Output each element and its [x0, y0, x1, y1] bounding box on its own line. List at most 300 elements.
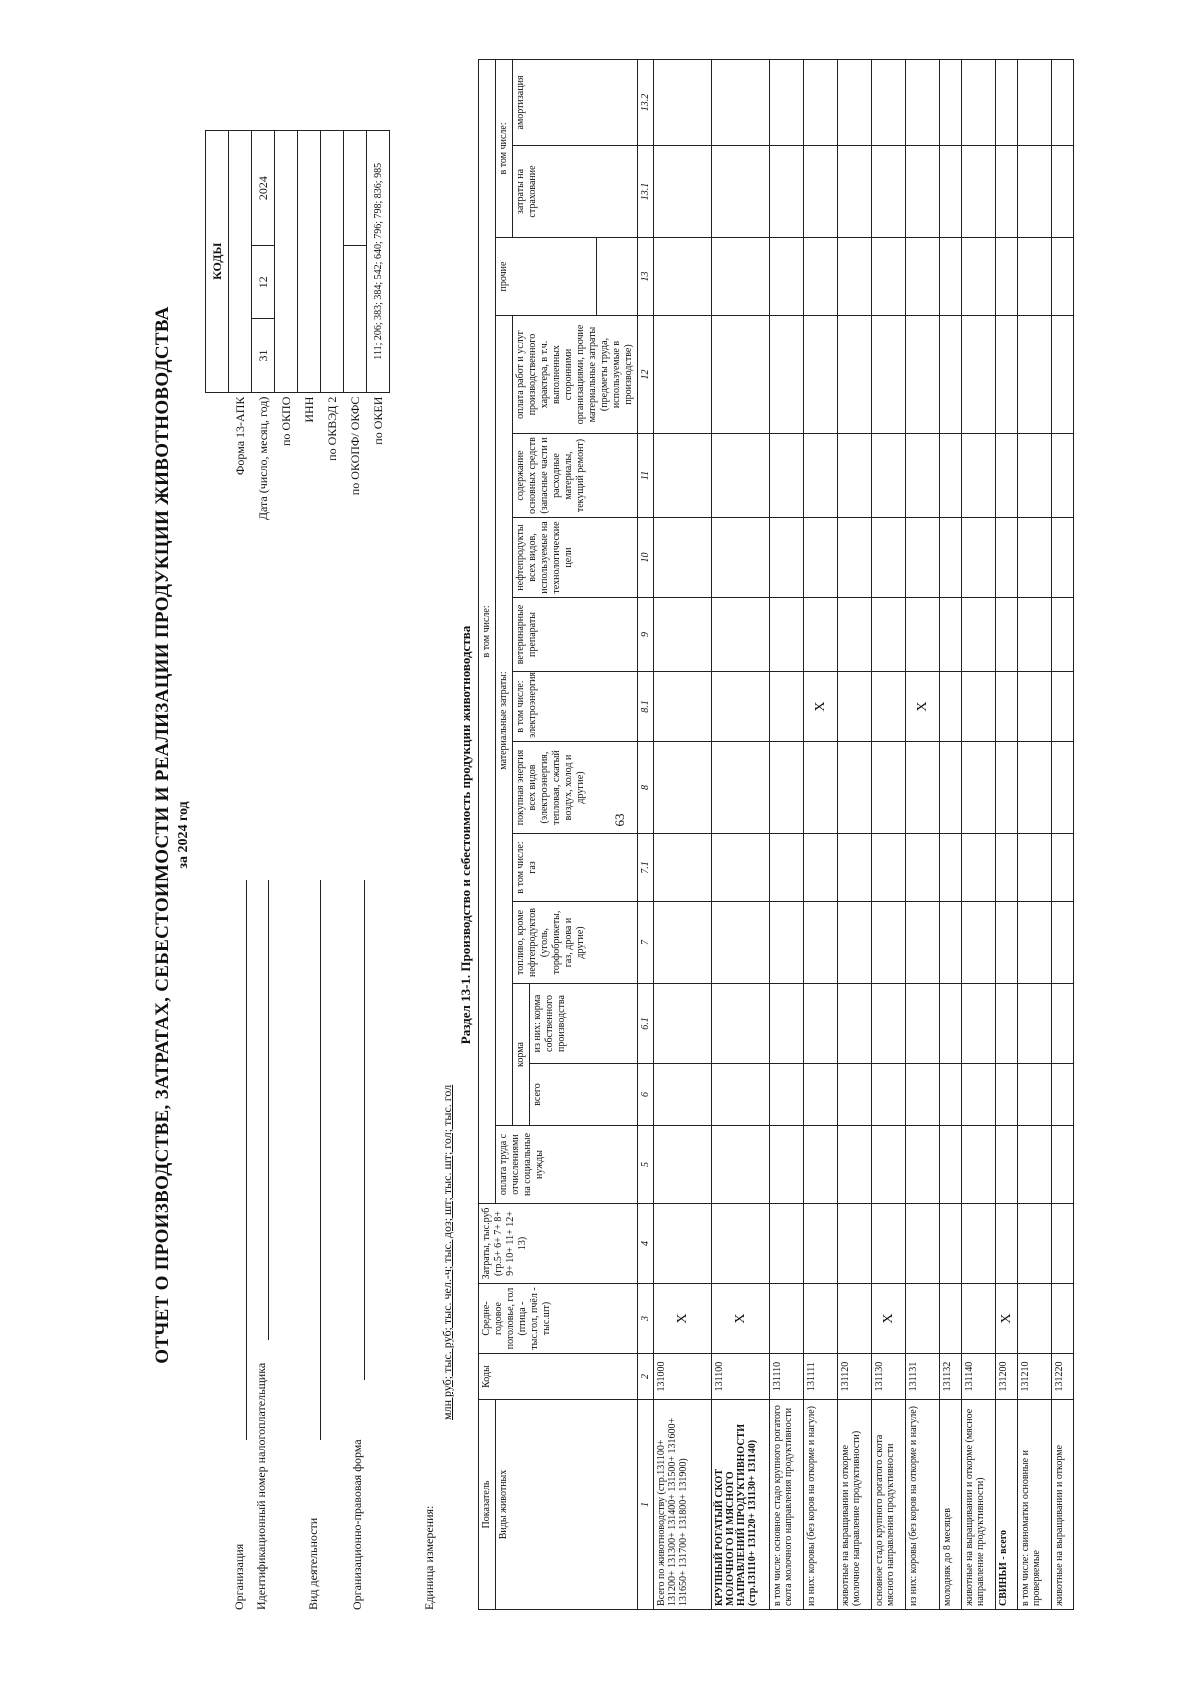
- column-number: 6: [638, 1064, 654, 1126]
- value-cell[interactable]: [940, 518, 962, 598]
- value-cell[interactable]: [872, 316, 906, 434]
- row-code: 131210: [1018, 1354, 1052, 1400]
- row-label: молодняк до 8 месяцев: [940, 1400, 962, 1610]
- form-code-cell[interactable]: [229, 131, 252, 393]
- value-cell[interactable]: [996, 146, 1018, 238]
- okfs-cell[interactable]: [344, 131, 367, 246]
- column-number: 2: [638, 1354, 654, 1400]
- value-cell[interactable]: [1052, 672, 1074, 742]
- value-cell[interactable]: [654, 742, 712, 834]
- value-cell[interactable]: [770, 834, 804, 902]
- value-cell[interactable]: [712, 518, 770, 598]
- units-label: Единица измерения:: [422, 1505, 436, 1610]
- report-title: ОТЧЕТ О ПРОИЗВОДСТВЕ, ЗАТРАТАХ, СЕБЕСТОИМОСТИ И РЕАЛИЗАЦИИ ПРОДУКЦИИ ЖИВОТНОВОДСТВА: [152, 306, 173, 1364]
- value-cell[interactable]: [1018, 834, 1052, 902]
- value-cell[interactable]: [1052, 1204, 1074, 1284]
- value-cell[interactable]: [654, 834, 712, 902]
- inn-cell[interactable]: [298, 131, 321, 393]
- okei-value: 111; 206; 383; 384; 542; 640; 796; 798; 836; 985: [367, 131, 390, 393]
- value-cell[interactable]: [906, 1204, 940, 1284]
- value-cell[interactable]: [996, 1126, 1018, 1204]
- column-number: 3: [638, 1284, 654, 1354]
- value-cell[interactable]: [654, 59, 712, 145]
- avg-livestock-cell[interactable]: [1052, 1284, 1074, 1354]
- value-cell[interactable]: [996, 238, 1018, 316]
- inn-code-label: ИНН: [301, 396, 316, 423]
- value-cell[interactable]: [872, 146, 906, 238]
- avg-livestock-cell[interactable]: X: [712, 1284, 770, 1354]
- value-cell[interactable]: [872, 742, 906, 834]
- value-cell[interactable]: [712, 984, 770, 1064]
- avg-livestock-cell[interactable]: [804, 1284, 838, 1354]
- value-cell[interactable]: [940, 598, 962, 672]
- column-number: 13.1: [638, 146, 654, 238]
- value-cell[interactable]: [654, 1126, 712, 1204]
- value-cell[interactable]: [906, 598, 940, 672]
- value-cell[interactable]: [804, 434, 838, 518]
- value-cell[interactable]: [1052, 59, 1074, 145]
- column-number: 8: [638, 742, 654, 834]
- value-cell[interactable]: [906, 316, 940, 434]
- row-label: Всего по животноводству (стр.131100+ 131200+ 131300+ 131400+ 131500+ 131600+ 131650+ 131700+ 131800+ 131900): [654, 1400, 712, 1610]
- header-other-in-number: в том числе:: [496, 59, 513, 237]
- value-cell[interactable]: [996, 742, 1018, 834]
- value-cell[interactable]: [962, 902, 996, 984]
- column-number: 8.1: [638, 672, 654, 742]
- value-cell[interactable]: [872, 434, 906, 518]
- value-cell[interactable]: [1018, 316, 1052, 434]
- value-cell[interactable]: [872, 834, 906, 902]
- value-cell[interactable]: [996, 834, 1018, 902]
- value-cell[interactable]: [770, 598, 804, 672]
- value-cell[interactable]: [804, 146, 838, 238]
- value-cell[interactable]: [872, 518, 906, 598]
- value-cell[interactable]: [770, 672, 804, 742]
- value-cell[interactable]: [804, 984, 838, 1064]
- value-cell[interactable]: [872, 238, 906, 316]
- table-row: [654, 59, 712, 1609]
- value-cell[interactable]: [838, 518, 872, 598]
- inn-field[interactable]: [268, 880, 269, 1340]
- okved-cell[interactable]: [321, 131, 344, 393]
- avg-livestock-cell[interactable]: [940, 1284, 962, 1354]
- value-cell[interactable]: [872, 59, 906, 145]
- header-material-costs: материальные затраты:: [496, 316, 513, 1126]
- value-cell[interactable]: [906, 434, 940, 518]
- value-cell[interactable]: [906, 518, 940, 598]
- value-cell[interactable]: [654, 146, 712, 238]
- column-number: 11: [638, 434, 654, 518]
- header-oil: нефтепродукты всех видов, используемые на технологические цели: [513, 518, 638, 598]
- value-cell[interactable]: [940, 902, 962, 984]
- value-cell[interactable]: [654, 598, 712, 672]
- organization-field[interactable]: [246, 880, 247, 1440]
- value-cell[interactable]: [1052, 902, 1074, 984]
- value-cell[interactable]: [712, 598, 770, 672]
- value-cell[interactable]: [838, 984, 872, 1064]
- value-cell[interactable]: [940, 434, 962, 518]
- date-year[interactable]: 2024: [252, 131, 275, 246]
- value-cell[interactable]: [1052, 984, 1074, 1064]
- value-cell[interactable]: [838, 598, 872, 672]
- value-cell[interactable]: [712, 902, 770, 984]
- okei-label: по ОКЕИ: [370, 396, 385, 445]
- row-code: 131220: [1052, 1354, 1074, 1400]
- value-cell[interactable]: [712, 742, 770, 834]
- header-animal-types: Виды животных: [496, 1400, 638, 1610]
- value-cell[interactable]: [906, 984, 940, 1064]
- value-cell[interactable]: [872, 1064, 906, 1126]
- value-cell[interactable]: [962, 1126, 996, 1204]
- value-cell[interactable]: [654, 238, 712, 316]
- row-code: 131120: [838, 1354, 872, 1400]
- value-cell[interactable]: [1018, 902, 1052, 984]
- value-cell[interactable]: [654, 434, 712, 518]
- organization-label: Организация: [232, 1543, 246, 1610]
- column-number: 10: [638, 518, 654, 598]
- header-feed-total: всего: [530, 1064, 638, 1126]
- value-cell[interactable]: [1052, 146, 1074, 238]
- row-label: в том числе: основное стадо крупного рогатого скота молочного направления продуктивности: [770, 1400, 804, 1610]
- value-cell[interactable]: X: [804, 672, 838, 742]
- value-cell[interactable]: [1052, 834, 1074, 902]
- value-cell[interactable]: [804, 742, 838, 834]
- value-cell[interactable]: [1018, 598, 1052, 672]
- row-label: СВИНЬИ - всего: [996, 1400, 1018, 1610]
- avg-livestock-cell[interactable]: X: [872, 1284, 906, 1354]
- value-cell[interactable]: [906, 834, 940, 902]
- header-in-that-number: в том числе:: [479, 59, 496, 1203]
- value-cell[interactable]: [1018, 59, 1052, 145]
- column-number: 12: [638, 316, 654, 434]
- value-cell[interactable]: [940, 1126, 962, 1204]
- value-cell[interactable]: [962, 316, 996, 434]
- row-label: животные на выращивании и откорме: [1052, 1400, 1074, 1610]
- value-cell[interactable]: [654, 902, 712, 984]
- page-number: 63: [612, 813, 627, 827]
- value-cell[interactable]: [654, 1204, 712, 1284]
- value-cell[interactable]: [804, 598, 838, 672]
- value-cell[interactable]: [770, 59, 804, 145]
- value-cell[interactable]: [1018, 742, 1052, 834]
- value-cell[interactable]: [712, 1064, 770, 1126]
- value-cell[interactable]: X: [906, 672, 940, 742]
- value-cell[interactable]: [770, 984, 804, 1064]
- activity-label: Вид деятельности: [306, 1517, 320, 1610]
- codes-table: [205, 130, 390, 560]
- value-cell[interactable]: [838, 1204, 872, 1284]
- value-cell[interactable]: [906, 146, 940, 238]
- avg-livestock-cell[interactable]: [906, 1284, 940, 1354]
- row-code: 131130: [872, 1354, 906, 1400]
- value-cell[interactable]: [770, 742, 804, 834]
- okved-label: по ОКВЭД 2: [324, 396, 339, 461]
- value-cell[interactable]: [940, 1204, 962, 1284]
- value-cell[interactable]: [804, 316, 838, 434]
- value-cell[interactable]: [872, 1126, 906, 1204]
- value-cell[interactable]: [1052, 434, 1074, 518]
- value-cell[interactable]: [712, 59, 770, 145]
- value-cell[interactable]: [962, 434, 996, 518]
- column-number: 13.2: [638, 59, 654, 145]
- value-cell[interactable]: [996, 518, 1018, 598]
- header-feed: корма: [513, 984, 530, 1126]
- okopf-label: по ОКОПФ/ ОКФС: [347, 396, 362, 496]
- avg-livestock-cell[interactable]: [838, 1284, 872, 1354]
- value-cell[interactable]: [906, 742, 940, 834]
- value-cell[interactable]: [770, 434, 804, 518]
- value-cell[interactable]: [712, 1204, 770, 1284]
- column-number: 5: [638, 1126, 654, 1204]
- value-cell[interactable]: [770, 1204, 804, 1284]
- value-cell[interactable]: [906, 902, 940, 984]
- value-cell[interactable]: [1052, 518, 1074, 598]
- value-cell[interactable]: [804, 238, 838, 316]
- date-day[interactable]: 31: [252, 319, 275, 392]
- value-cell[interactable]: [1018, 146, 1052, 238]
- inn-label: Идентификационный номер налогоплательщика: [254, 1362, 268, 1610]
- table-row: [872, 59, 906, 1609]
- table-row: [940, 59, 962, 1609]
- okpo-cell[interactable]: [275, 131, 298, 393]
- header-energy: покупная энергия всех видов (электроэнергия, тепловая, сжатый воздух, холод и другие): [513, 742, 638, 834]
- value-cell[interactable]: [1018, 434, 1052, 518]
- value-cell[interactable]: [940, 672, 962, 742]
- header-costs: Затраты, тыс.руб (гр.5+ 6+ 7+ 8+ 9+ 10+ 11+ 12+ 13): [479, 1204, 638, 1284]
- column-numbers-row: [638, 59, 654, 1609]
- value-cell[interactable]: [1018, 1064, 1052, 1126]
- header-fixed-assets: содержание основных средств (запасные части и расходные материалы, текущий ремонт): [513, 434, 638, 518]
- column-number: 1: [638, 1400, 654, 1610]
- value-cell[interactable]: [940, 984, 962, 1064]
- value-cell[interactable]: [712, 238, 770, 316]
- table-row: [712, 59, 770, 1609]
- header-avg-livestock: Средне-годовое поголовье, гол (птица - тыс.гол, пчёл - тыс.шт): [479, 1284, 638, 1354]
- header-vet: ветеринарные препараты: [513, 598, 638, 672]
- column-number: 9: [638, 598, 654, 672]
- value-cell[interactable]: [770, 902, 804, 984]
- value-cell[interactable]: [770, 146, 804, 238]
- column-number: 6.1: [638, 984, 654, 1064]
- row-label: животные на выращивании и откорме (молочное направление продуктивности): [838, 1400, 872, 1610]
- activity-field[interactable]: [320, 880, 321, 1440]
- value-cell[interactable]: [940, 59, 962, 145]
- value-cell[interactable]: [940, 834, 962, 902]
- value-cell[interactable]: [1052, 238, 1074, 316]
- value-cell[interactable]: [654, 1064, 712, 1126]
- value-cell[interactable]: [838, 672, 872, 742]
- value-cell[interactable]: [940, 238, 962, 316]
- value-cell[interactable]: [906, 238, 940, 316]
- units-value: млн руб; тыс. руб; тыс. чел.-ч; тыс. доз; шт; тыс. шт; гол; тыс. гол: [440, 1084, 454, 1420]
- value-cell[interactable]: [838, 1064, 872, 1126]
- value-cell[interactable]: [962, 146, 996, 238]
- row-code: 131140: [962, 1354, 996, 1400]
- value-cell[interactable]: [838, 59, 872, 145]
- avg-livestock-cell[interactable]: [770, 1284, 804, 1354]
- column-number: 4: [638, 1204, 654, 1284]
- value-cell[interactable]: [1052, 1126, 1074, 1204]
- value-cell[interactable]: [996, 59, 1018, 145]
- date-month[interactable]: 12: [252, 246, 275, 319]
- value-cell[interactable]: [962, 59, 996, 145]
- value-cell[interactable]: [838, 902, 872, 984]
- header-amortization: амортизация: [513, 59, 638, 145]
- value-cell[interactable]: [1052, 598, 1074, 672]
- row-code: 131110: [770, 1354, 804, 1400]
- value-cell[interactable]: [712, 1126, 770, 1204]
- value-cell[interactable]: [996, 902, 1018, 984]
- okpo-label: по ОКПО: [278, 396, 293, 447]
- value-cell[interactable]: [712, 834, 770, 902]
- report-sheet: [120, 30, 1160, 1640]
- value-cell[interactable]: [962, 598, 996, 672]
- header-other: прочие: [496, 238, 597, 316]
- value-cell[interactable]: [1052, 316, 1074, 434]
- row-code: 131132: [940, 1354, 962, 1400]
- row-code: 131100: [712, 1354, 770, 1400]
- value-cell[interactable]: [838, 316, 872, 434]
- value-cell[interactable]: [872, 984, 906, 1064]
- value-cell[interactable]: [1018, 1204, 1052, 1284]
- column-number: 7.1: [638, 834, 654, 902]
- value-cell[interactable]: [872, 598, 906, 672]
- form-label: Форма 13-АПК: [232, 396, 247, 476]
- value-cell[interactable]: [654, 672, 712, 742]
- column-number: 7: [638, 902, 654, 984]
- value-cell[interactable]: [770, 238, 804, 316]
- value-cell[interactable]: [804, 59, 838, 145]
- row-code: 131000: [654, 1354, 712, 1400]
- value-cell[interactable]: [770, 518, 804, 598]
- value-cell[interactable]: [1052, 742, 1074, 834]
- value-cell[interactable]: [804, 834, 838, 902]
- row-label: основное стадо крупного рогатого скота мясного направления продуктивности: [872, 1400, 906, 1610]
- table-row: [1052, 59, 1074, 1609]
- header-insurance: затраты на страхование: [513, 146, 638, 238]
- value-cell[interactable]: [838, 146, 872, 238]
- value-cell[interactable]: [906, 1126, 940, 1204]
- value-cell[interactable]: [1018, 984, 1052, 1064]
- value-cell[interactable]: [712, 146, 770, 238]
- value-cell[interactable]: [940, 742, 962, 834]
- value-cell[interactable]: [712, 672, 770, 742]
- value-cell[interactable]: [838, 834, 872, 902]
- value-cell[interactable]: [770, 1126, 804, 1204]
- value-cell[interactable]: [996, 316, 1018, 434]
- value-cell[interactable]: [962, 672, 996, 742]
- value-cell[interactable]: [962, 834, 996, 902]
- value-cell[interactable]: [940, 1064, 962, 1126]
- value-cell[interactable]: [872, 672, 906, 742]
- legal-form-label: Организационно-правовая форма: [350, 1439, 364, 1610]
- section-title: Раздел 13-1. Производство и себестоимость продукции животноводства: [458, 625, 473, 1045]
- value-cell[interactable]: [996, 434, 1018, 518]
- value-cell[interactable]: [1018, 238, 1052, 316]
- row-code: 131111: [804, 1354, 838, 1400]
- value-cell[interactable]: [906, 59, 940, 145]
- column-number: 13: [638, 238, 654, 316]
- row-label: КРУПНЫЙ РОГАТЫЙ СКОТ МОЛОЧНОГО И МЯСНОГО НАПРАВЛЕНИЙ ПРОДУКТИВНОСТИ (стр.131110+ 131120+ 131130+ 131140): [712, 1400, 770, 1610]
- avg-livestock-cell[interactable]: X: [996, 1284, 1018, 1354]
- value-cell[interactable]: [804, 902, 838, 984]
- value-cell[interactable]: [770, 1064, 804, 1126]
- value-cell[interactable]: [940, 146, 962, 238]
- header-fuel-gas: в том числе: газ: [513, 834, 638, 902]
- row-code: 131131: [906, 1354, 940, 1400]
- value-cell[interactable]: [804, 1126, 838, 1204]
- header-labor: оплата труда с отчислениями на социальные нужды: [496, 1126, 638, 1204]
- value-cell[interactable]: [838, 434, 872, 518]
- value-cell[interactable]: [962, 1064, 996, 1126]
- value-cell[interactable]: [838, 742, 872, 834]
- table-row: [838, 59, 872, 1609]
- table-row: [996, 59, 1018, 1609]
- value-cell[interactable]: [996, 984, 1018, 1064]
- avg-livestock-cell[interactable]: X: [654, 1284, 712, 1354]
- value-cell[interactable]: [804, 1204, 838, 1284]
- value-cell[interactable]: [872, 902, 906, 984]
- value-cell[interactable]: [712, 434, 770, 518]
- header-energy-elec: в том числе: электроэнергия: [513, 672, 638, 742]
- value-cell[interactable]: [770, 316, 804, 434]
- value-cell[interactable]: [996, 672, 1018, 742]
- value-cell[interactable]: [906, 1064, 940, 1126]
- okopf-cell[interactable]: [344, 246, 367, 392]
- value-cell[interactable]: [1052, 1064, 1074, 1126]
- value-cell[interactable]: [1018, 672, 1052, 742]
- value-cell[interactable]: [962, 518, 996, 598]
- header-services: оплата работ и услуг производственного характера, в т.ч. выполненных сторонними организациями, прочие материальные затраты (предметы труда, используемые в производстве): [513, 316, 638, 434]
- value-cell[interactable]: [654, 518, 712, 598]
- value-cell[interactable]: [654, 316, 712, 434]
- value-cell[interactable]: [712, 316, 770, 434]
- row-label: из них: коровы (без коров на откорме и нагуле): [804, 1400, 838, 1610]
- value-cell[interactable]: [996, 1204, 1018, 1284]
- value-cell[interactable]: [838, 238, 872, 316]
- avg-livestock-cell[interactable]: [962, 1284, 996, 1354]
- date-label: Дата (число, месяц, год): [255, 396, 270, 521]
- table-row: [804, 59, 838, 1609]
- value-cell[interactable]: [804, 1064, 838, 1126]
- header-codes: Коды: [479, 1354, 638, 1400]
- table-row: [962, 59, 996, 1609]
- codes-header: КОДЫ: [206, 131, 229, 393]
- value-cell[interactable]: [962, 984, 996, 1064]
- value-cell[interactable]: [1018, 518, 1052, 598]
- production-cost-table: [478, 59, 1074, 1610]
- value-cell[interactable]: [838, 1126, 872, 1204]
- legal-form-field[interactable]: [364, 880, 365, 1380]
- header-feed-own: из них: корма собственного производства: [530, 984, 638, 1064]
- header-indicator: Показатель: [479, 1400, 496, 1610]
- value-cell[interactable]: [654, 984, 712, 1064]
- value-cell[interactable]: [996, 598, 1018, 672]
- value-cell[interactable]: [962, 742, 996, 834]
- table-row: [906, 59, 940, 1609]
- value-cell[interactable]: [872, 1204, 906, 1284]
- row-label: из них: коровы (без коров на откорме и нагуле): [906, 1400, 940, 1610]
- value-cell[interactable]: [962, 1204, 996, 1284]
- value-cell[interactable]: [1018, 1126, 1052, 1204]
- table-row: [1018, 59, 1052, 1609]
- report-period: за 2024 год: [176, 801, 191, 869]
- avg-livestock-cell[interactable]: [1018, 1284, 1052, 1354]
- value-cell[interactable]: [962, 238, 996, 316]
- value-cell[interactable]: [940, 316, 962, 434]
- value-cell[interactable]: [804, 518, 838, 598]
- value-cell[interactable]: [996, 1064, 1018, 1126]
